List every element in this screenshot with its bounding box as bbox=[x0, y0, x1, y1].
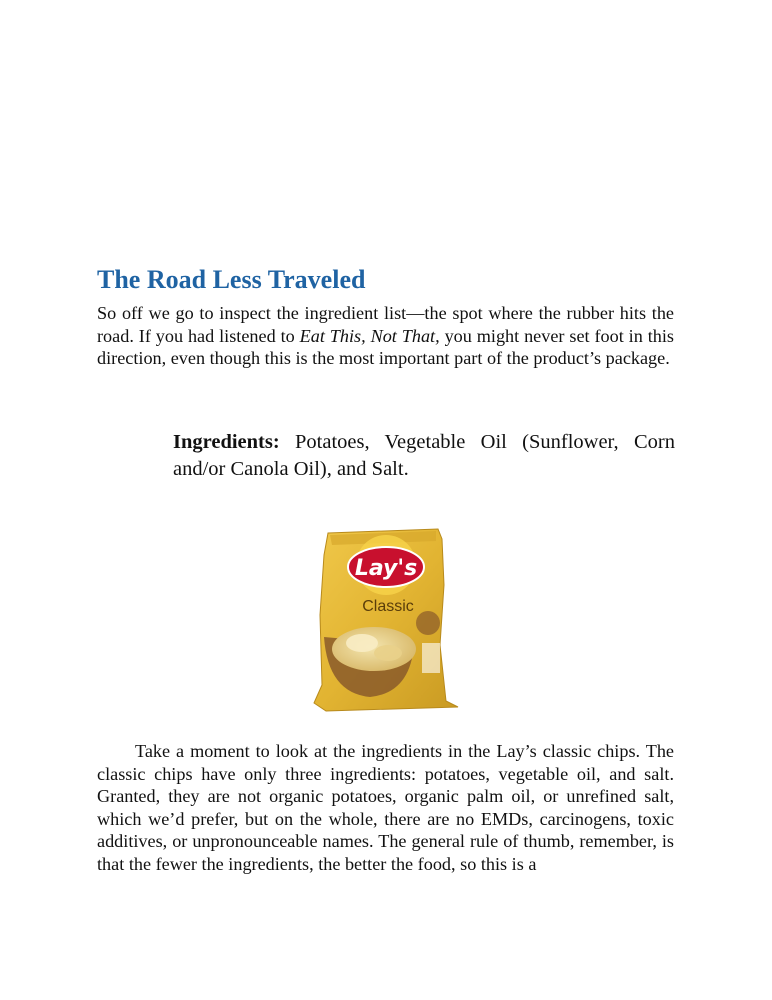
brand-logo-text: Lay's bbox=[354, 556, 418, 581]
ingredients-label: Ingredients: bbox=[173, 431, 280, 453]
body-paragraph: Take a moment to look at the ingredients in the Lay’s classic chips. The classic chips have only three ingredients: potatoes, vegetable oil, and salt. Granted, they are not organic potatoes, organic palm oil, or unrefined salt, which we’d prefer, but on the whole, there are no EMDs, carcinogens, toxic additives, or unpronounceable names. The general rule of thumb, remember, is that the fewer the ingredients, the better the food, so this is a bbox=[97, 741, 674, 874]
flavor-text: Classic bbox=[362, 598, 414, 615]
info-panel bbox=[422, 643, 440, 673]
chip-bag-image bbox=[306, 525, 466, 715]
ingredients-text: Potatoes, Vegetable Oil (Sunflower, Corn and/or Canola Oil), and Salt. bbox=[173, 431, 675, 480]
seasoning-badge bbox=[416, 611, 440, 635]
book-title-italic: Eat This, Not That, bbox=[299, 325, 440, 346]
intro-text-after: you might never set foot in this direction, even though this is the most important part of the product’s package. bbox=[97, 325, 675, 368]
section-heading: The Road Less Traveled bbox=[97, 265, 366, 294]
intro-paragraph bbox=[97, 302, 674, 370]
intro-text-before: So off we go to inspect the ingredient list—the spot where the rubber hits the road. If you had listened to bbox=[97, 303, 674, 346]
ingredients-block bbox=[173, 429, 675, 483]
chip-pile bbox=[332, 627, 416, 671]
